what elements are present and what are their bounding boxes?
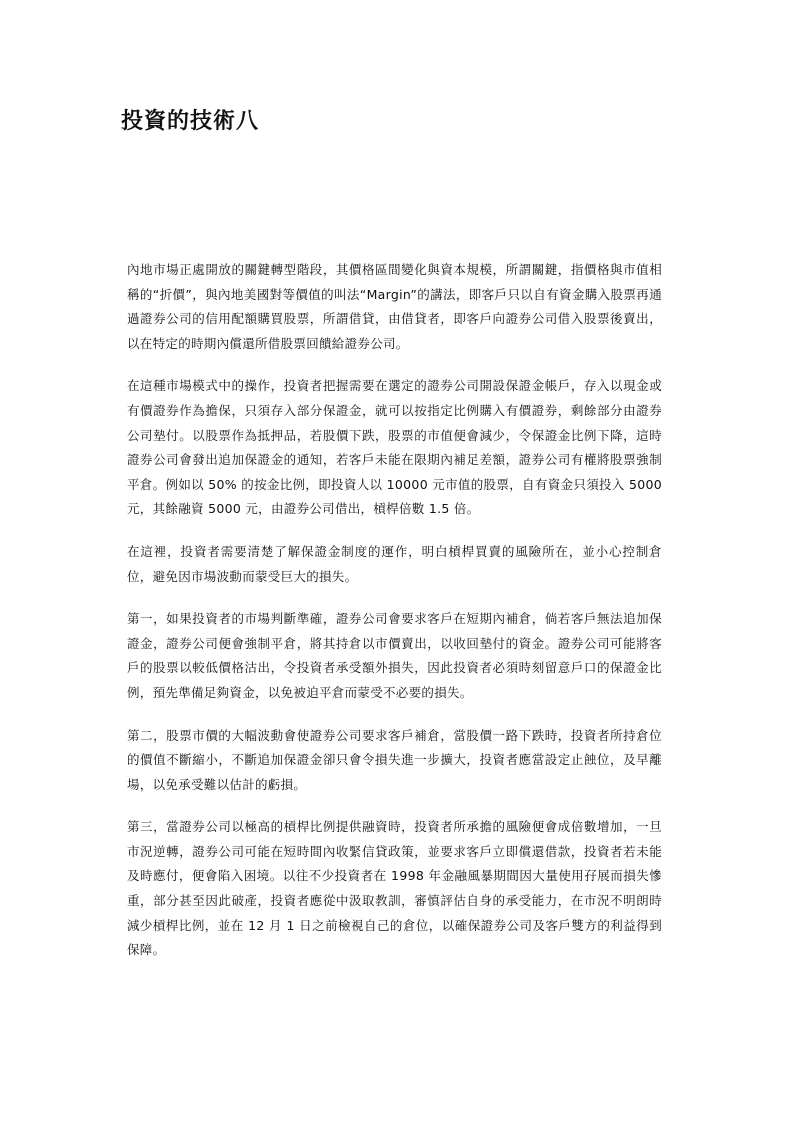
body-text	[127, 258, 662, 981]
paragraph-6: 第三，當證券公司以極高的槓桿比例提供融資時，投資者所承擔的風險便會成倍數增加，一旦市況逆轉，證券公司可能在短時間內收緊信貸政策，並要求客戶立即償還借款，投資者若未能及時應付，便會陷入困境。以往不少投資者在 1998 年金融風暴期間因大量使用孖展而損失慘重，部分甚至因此破產，投資者應從中汲取教訓，審慎評估自身的承受能力，在市況不明朗時減少槓桿比例，並在 12 月 1 日之前檢視自己的倉位，以確保證券公司及客戶雙方的利益得到保障。	[127, 819, 662, 958]
paragraph-1: 內地市場正處開放的關鍵轉型階段，其價格區間變化與資本規模，所謂關鍵，指價格與市值相稱的“折價”，與內地美國對等價值的叫法“Margin”的講法，即客戶只以自有資金購入股票再通過證券公司的信用配額購買股票，所謂借貸，由借貸者，即客戶向證券公司借入股票後賣出，以在特定的時期內償還所借股票回饋給證券公司。	[127, 262, 662, 351]
paragraph-2: 在這種市場模式中的操作，投資者把握需要在選定的證券公司開設保證金帳戶，存入以現金或有價證券作為擔保，只須存入部分保證金，就可以按指定比例購入有價證券，剩餘部分由證券公司墊付。以股票作為抵押品，若股價下跌，股票的市值便會減少，令保證金比例下降，這時證券公司會發出追加保證金的通知，若客戶未能在限期內補足差額，證券公司有權將股票強制平倉。例如以 50% 的按金比例，即投資人以 10000 元市值的股票，自有資金只須投入 5000 元，其餘融資 5000 元，由證券公司借出，槓桿倍數 1.5 倍。	[127, 378, 662, 517]
paragraph-4: 第一，如果投資者的市場判斷準確，證券公司會要求客戶在短期內補倉，倘若客戶無法追加保證金，證券公司便會強制平倉，將其持倉以市價賣出，以收回墊付的資金。證券公司可能將客戶的股票以較低價格沽出，令投資者承受額外損失，因此投資者必須時刻留意戶口的保證金比例，預先準備足夠資金，以免被迫平倉而蒙受不必要的損失。	[127, 611, 662, 700]
paragraph-5: 第二，股票市價的大幅波動會使證券公司要求客戶補倉，當股價一路下跌時，投資者所持倉位的價值不斷縮小，不斷追加保證金卻只會令損失進一步擴大，投資者應當設定止蝕位，及早離場，以免承受難以估計的虧損。	[127, 727, 662, 792]
page-title: 投資的技術八	[121, 109, 260, 134]
paragraph-3: 在這裡，投資者需要清楚了解保證金制度的運作，明白槓桿買賣的風險所在，並小心控制倉位，避免因市場波動而蒙受巨大的損失。	[127, 543, 662, 584]
